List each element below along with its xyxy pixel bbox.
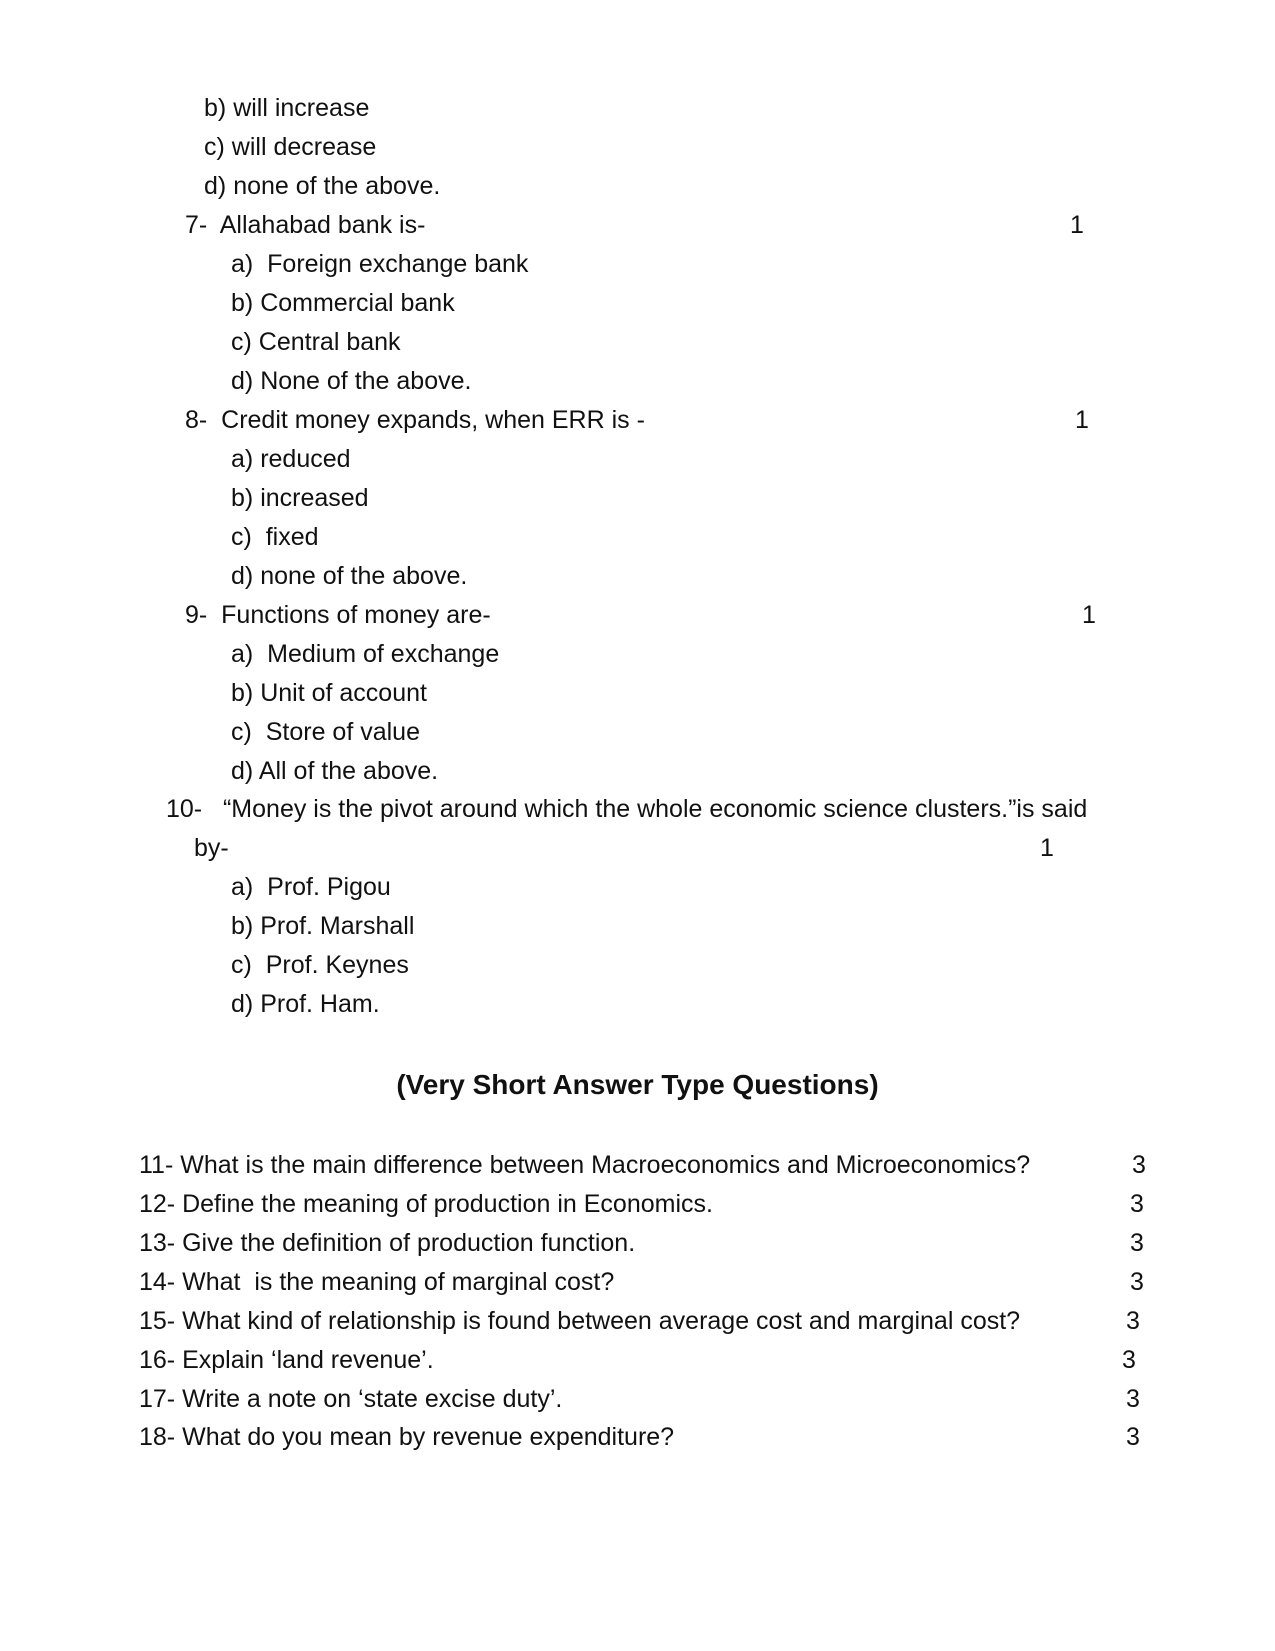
question-10: 10- “Money is the pivot around which the whole economic science clusters.”is said xyxy=(166,795,1088,823)
option-q7-b: b) Commercial bank xyxy=(231,289,455,317)
question-18: 18- What do you mean by revenue expenditure? xyxy=(139,1423,675,1451)
option-q6-b: b) will increase xyxy=(204,94,370,122)
question-17-marks: 3 xyxy=(1126,1385,1140,1413)
option-q8-a: a) reduced xyxy=(231,445,351,473)
section-heading: (Very Short Answer Type Questions) xyxy=(396,1069,879,1100)
question-9: 9- Functions of money are- xyxy=(185,601,491,629)
question-12: 12- Define the meaning of production in Economics. xyxy=(139,1190,713,1218)
question-10-marks: 1 xyxy=(1040,834,1054,862)
option-q6-d: d) none of the above. xyxy=(204,172,441,200)
question-15: 15- What kind of relationship is found between average cost and marginal cost? xyxy=(139,1307,1021,1335)
option-q9-b: b) Unit of account xyxy=(231,679,427,707)
option-q7-a: a) Foreign exchange bank xyxy=(231,250,529,278)
option-q9-c: c) Store of value xyxy=(231,718,420,746)
question-13: 13- Give the definition of production function. xyxy=(139,1229,636,1257)
question-11: 11- What is the main difference between Macroeconomics and Microeconomics? xyxy=(139,1151,1031,1179)
question-11-marks: 3 xyxy=(1132,1151,1146,1179)
option-q10-d: d) Prof. Ham. xyxy=(231,990,380,1018)
question-17: 17- Write a note on ‘state excise duty’. xyxy=(139,1385,563,1413)
question-8-marks: 1 xyxy=(1075,406,1089,434)
question-16-marks: 3 xyxy=(1122,1346,1136,1374)
question-18-marks: 3 xyxy=(1126,1423,1140,1451)
question-15-marks: 3 xyxy=(1126,1307,1140,1335)
option-q7-c: c) Central bank xyxy=(231,328,401,356)
option-q9-a: a) Medium of exchange xyxy=(231,640,500,668)
option-q10-b: b) Prof. Marshall xyxy=(231,912,415,940)
option-q6-c: c) will decrease xyxy=(204,133,377,161)
question-10-continuation: by- xyxy=(194,834,229,862)
question-12-marks: 3 xyxy=(1130,1190,1144,1218)
question-7-marks: 1 xyxy=(1070,211,1084,239)
question-13-marks: 3 xyxy=(1130,1229,1144,1257)
question-14-marks: 3 xyxy=(1130,1268,1144,1296)
option-q10-a: a) Prof. Pigou xyxy=(231,873,391,901)
option-q10-c: c) Prof. Keynes xyxy=(231,951,409,979)
option-q8-d: d) none of the above. xyxy=(231,562,468,590)
question-9-marks: 1 xyxy=(1082,601,1096,629)
question-16: 16- Explain ‘land revenue’. xyxy=(139,1346,434,1374)
question-14: 14- What is the meaning of marginal cost? xyxy=(139,1268,615,1296)
question-7: 7- Allahabad bank is- xyxy=(185,211,426,239)
question-8: 8- Credit money expands, when ERR is - xyxy=(185,406,645,434)
option-q8-b: b) increased xyxy=(231,484,369,512)
option-q9-d: d) All of the above. xyxy=(231,757,439,785)
option-q7-d: d) None of the above. xyxy=(231,367,472,395)
option-q8-c: c) fixed xyxy=(231,523,319,551)
